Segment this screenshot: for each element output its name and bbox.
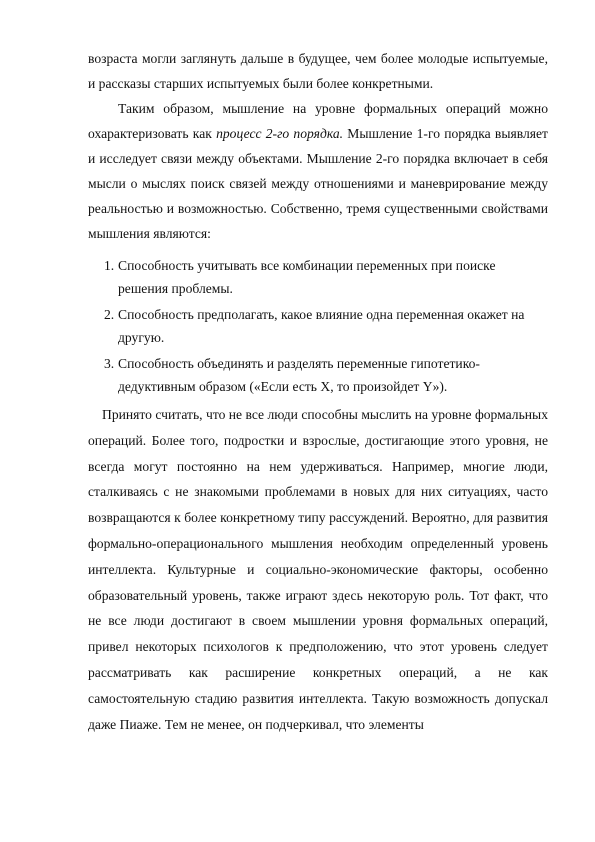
properties-list [88, 254, 548, 398]
list-item-text: Способность объединять и разделять переменные гипотетико-дедуктивным образом («Если есть X, то произойдет Y»). [118, 356, 480, 394]
list-item-number: 1. [104, 258, 115, 273]
list-item-number: 3. [104, 356, 115, 371]
paragraph-text-before: Таким образом, мышление на уровне формальных операций можно охарактеризовать как [88, 101, 548, 141]
paragraph-text-after: Мышление 1-го порядка выявляет и исследует связи между объектами. Мышление 2-го порядка включает в себя мысли о мыслях поиск связей между отношениями и маневрирование между реальностью и возможностью. Собственно, тремя существенными свойствами мышления являются: [88, 126, 548, 241]
paragraph-not-all-people: Принято считать, что не все люди способны мыслить на уровне формальных операций. Более того, подростки и взрослые, достигающие этого уровня, не всегда могут постоянно на нем удерживаться. Например, многие люди, сталкиваясь с не знакомыми проблемами в новых для них ситуациях, часто возвращаются к более конкретному типу рассуждений. Вероятно, для развития формально-операционального мышления необходим определенный уровень интеллекта. Культурные и социально-экономические факторы, особенно образовательный уровень, также играют здесь некоторую роль. Тот факт, что не все люди достигают в своем мышлении уровня формальных операций, привел некоторых психологов к предположению, что этот уровень следует рассматривать как расширение конкретных операций, а не как самостоятельную стадию развития интеллекта. Такую возможность допускал даже Пиаже. Тем не менее, он подчеркивал, что элементы [88, 407, 548, 732]
list-item-text: Способность учитывать все комбинации переменных при поиске решения проблемы. [118, 258, 496, 296]
paragraph-continuation: возраста могли заглянуть дальше в будущее, чем более молодые испытуемые, и рассказы старших испытуемых были более конкретными. [88, 51, 548, 91]
paragraph-formal-operations [88, 96, 548, 246]
list-item [88, 254, 548, 300]
italic-term: процесс 2-го порядка. [216, 126, 344, 141]
list-item [88, 352, 548, 398]
list-item-text: Способность предполагать, какое влияние одна переменная окажет на другую. [118, 307, 525, 345]
list-item-number: 2. [104, 307, 115, 322]
list-item [88, 303, 548, 349]
document-page [88, 46, 548, 737]
